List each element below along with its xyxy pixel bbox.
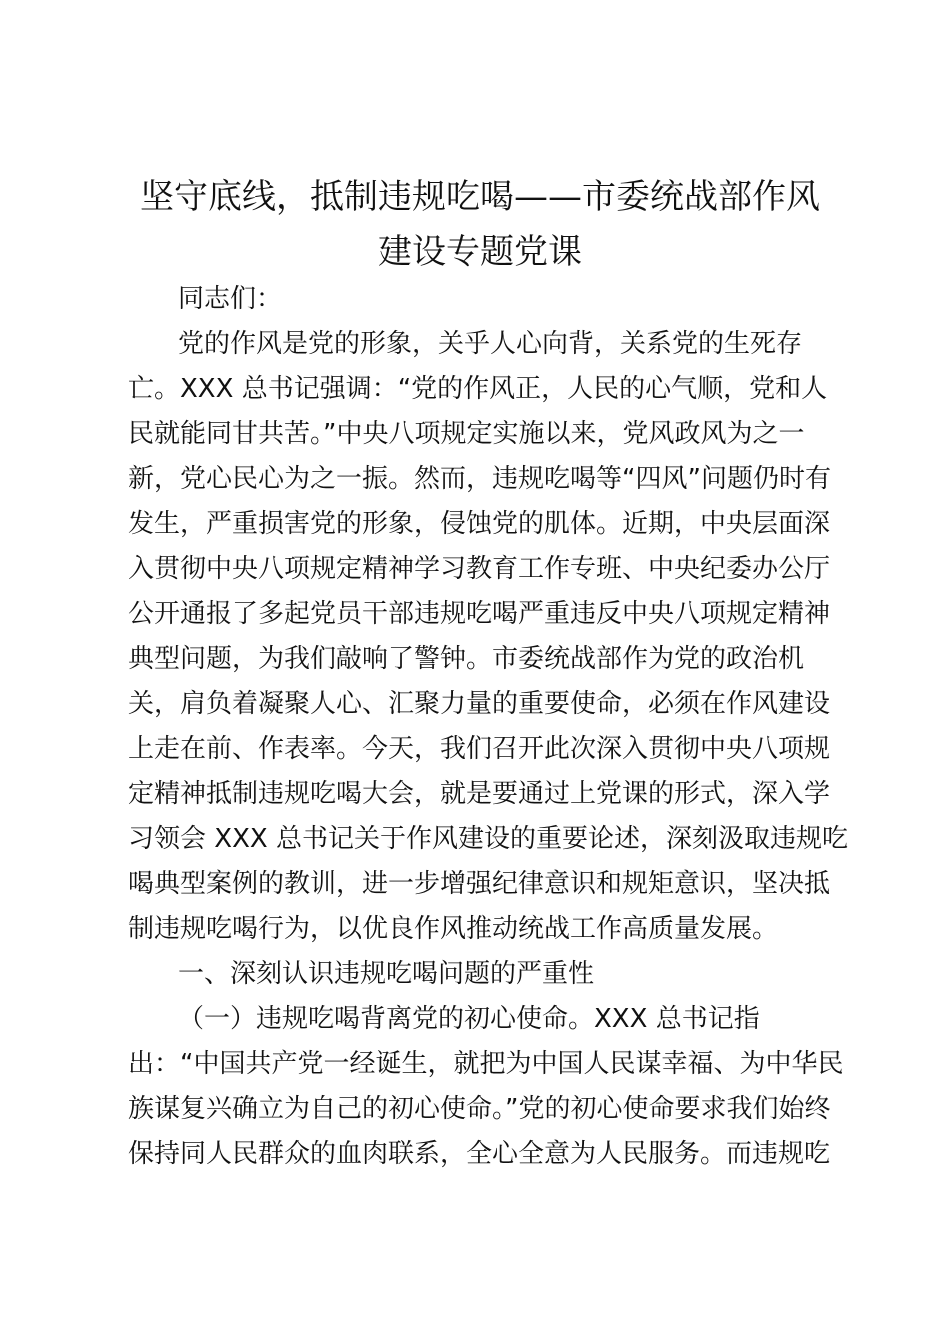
body-line: 定精神抵制违规吃喝大会，就是要通过上党课的形式，深入学 (128, 779, 831, 809)
body-line: 出：“中国共产党一经诞生，就把为中国人民谋幸福、为中华民 (128, 1049, 844, 1079)
title-line-2: 建设专题党课 (378, 232, 582, 272)
body-line: 上走在前、作表率。今天，我们召开此次深入贯彻中央八项规 (128, 734, 831, 764)
body-line: 民就能同甘共苦。”中央八项规定实施以来，党风政风为之一 (128, 419, 805, 449)
salutation: 同志们： (178, 284, 283, 314)
body-line: 族谋复兴确立为自己的初心使命。”党的初心使命要求我们始终 (128, 1094, 831, 1124)
body-line: 制违规吃喝行为，以优良作风推动统战工作高质量发展。 (128, 914, 779, 944)
body-line: 党的作风是党的形象，关乎人心向背，关系党的生死存 (178, 329, 803, 359)
subsection-heading: （一）违规吃喝背离党的初心使命。XXX 总书记指 (178, 1004, 760, 1034)
body-line: 公开通报了多起党员干部违规吃喝严重违反中央八项规定精神 (128, 599, 831, 629)
body-line: 保持同人民群众的血肉联系，全心全意为人民服务。而违规吃 (128, 1139, 831, 1169)
body-line: 典型问题，为我们敲响了警钟。市委统战部作为党的政治机 (128, 644, 805, 674)
body-line: 习领会 XXX 总书记关于作风建设的重要论述，深刻汲取违规吃 (128, 824, 848, 854)
section-heading: 一、深刻认识违规吃喝问题的严重性 (178, 959, 595, 989)
body-line: 发生，严重损害党的形象，侵蚀党的肌体。近期，中央层面深 (128, 509, 831, 539)
body-line: 关，肩负着凝聚人心、汇聚力量的重要使命，必须在作风建设 (128, 689, 831, 719)
body-line: 入贯彻中央八项规定精神学习教育工作专班、中央纪委办公厅 (128, 554, 831, 584)
body-line: 新，党心民心为之一振。然而，违规吃喝等“四风”问题仍时有 (128, 464, 831, 494)
title-line-1: 坚守底线，抵制违规吃喝——市委统战部作风 (140, 177, 820, 217)
document-title (120, 170, 840, 280)
body-line: 亡。XXX 总书记强调：“党的作风正，人民的心气顺，党和人 (128, 374, 828, 404)
body-line: 喝典型案例的教训，进一步增强纪律意识和规矩意识，坚决抵 (128, 869, 831, 899)
